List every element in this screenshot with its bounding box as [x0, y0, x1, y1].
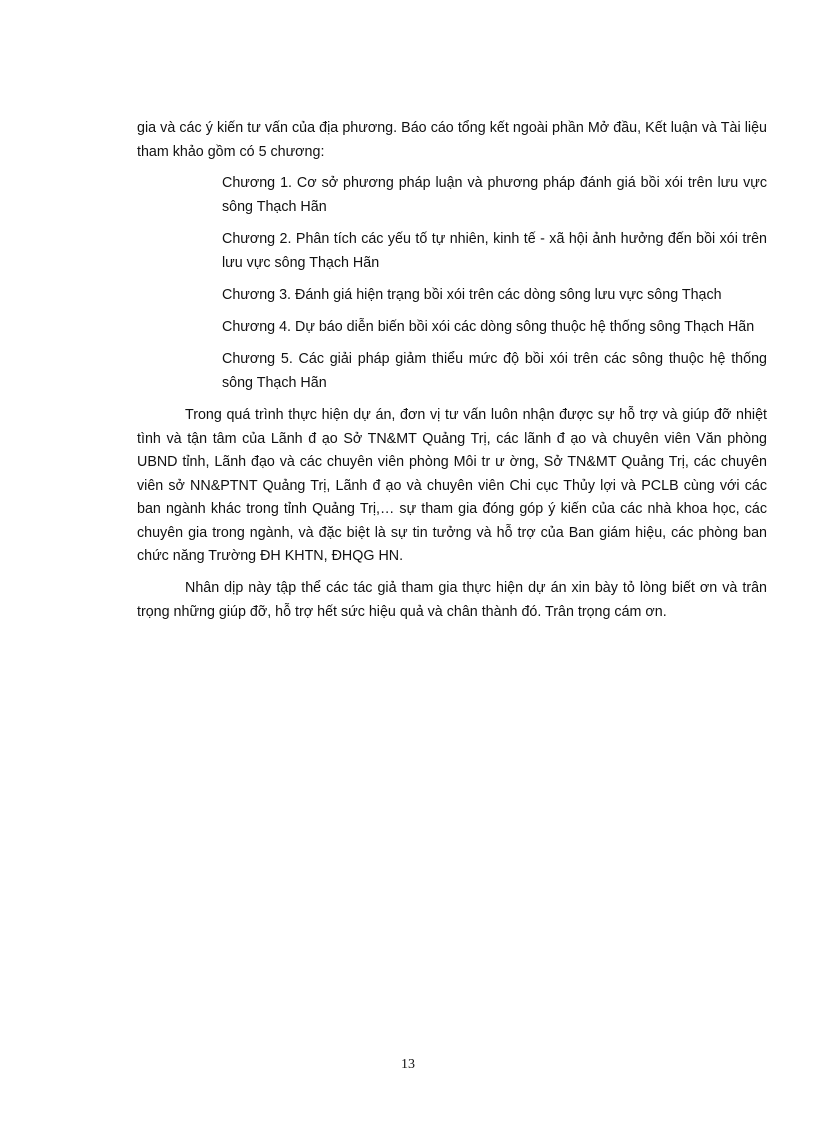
chapter-item-3: Chương 3. Đánh giá hiện trạng bồi xói trên các dòng sông lưu vực sông Thạch — [222, 286, 722, 303]
intro-paragraph: gia và các ý kiến tư vấn của địa phương. Báo cáo tổng kết ngoài phần Mở đầu, Kết luận và Tài liệu tham khảo gồm có 5 chương: — [137, 120, 767, 160]
chapter-item-5: Chương 5. Các giải pháp giảm thiểu mức độ bồi xói trên các sông thuộc hệ thống sông Thạch Hãn — [222, 351, 767, 391]
chapter-item-2: Chương 2. Phân tích các yếu tố tự nhiên, kinh tế - xã hội ảnh hưởng đến bồi xói trên lưu vực sông Thạch Hãn — [222, 230, 767, 271]
thanks-paragraph: Nhân dịp này tập thể các tác giả tham gia thực hiện dự án xin bày tỏ lòng biết ơn và trân trọng những giúp đỡ, hỗ trợ hết sức hiệu quả và chân thành đó. Trân trọng cám ơn. — [137, 580, 767, 620]
chapter-item-4: Chương 4. Dự báo diễn biến bồi xói các dòng sông thuộc hệ thống sông Thạch Hãn — [222, 318, 755, 335]
page-number: 13 — [401, 1057, 415, 1072]
document-body — [137, 117, 767, 632]
chapter-item-1: Chương 1. Cơ sở phương pháp luận và phương pháp đánh giá bồi xói trên lưu vực sông Thạch Hãn — [222, 175, 767, 215]
support-paragraph: Trong quá trình thực hiện dự án, đơn vị tư vấn luôn nhận được sự hỗ trợ và giúp đỡ nhiệt tình và tận tâm của Lãnh đ ạo Sở TN&MT Quảng Trị, các lãnh đ ạo và chuyên viên Văn phòng UBND tỉnh, Lãnh đạo và các chuyên viên phòng Môi tr ư ờng, Sở TN&MT Quảng Trị, các chuyên viên sở NN&PTNT Quảng Trị, Lãnh đ ạo và chuyên viên Chi cục Thủy lợi và PCLB cùng với các ban ngành khác trong tỉnh Quảng Trị,… sự tham gia đóng góp ý kiến của các nhà khoa học, các chuyên gia trong ngành, và đặc biệt là sự tin tưởng và hỗ trợ của Ban giám hiệu, các phòng ban chức năng Trường ĐH KHTN, ĐHQG HN. — [137, 406, 767, 565]
chapter-list — [137, 172, 767, 395]
